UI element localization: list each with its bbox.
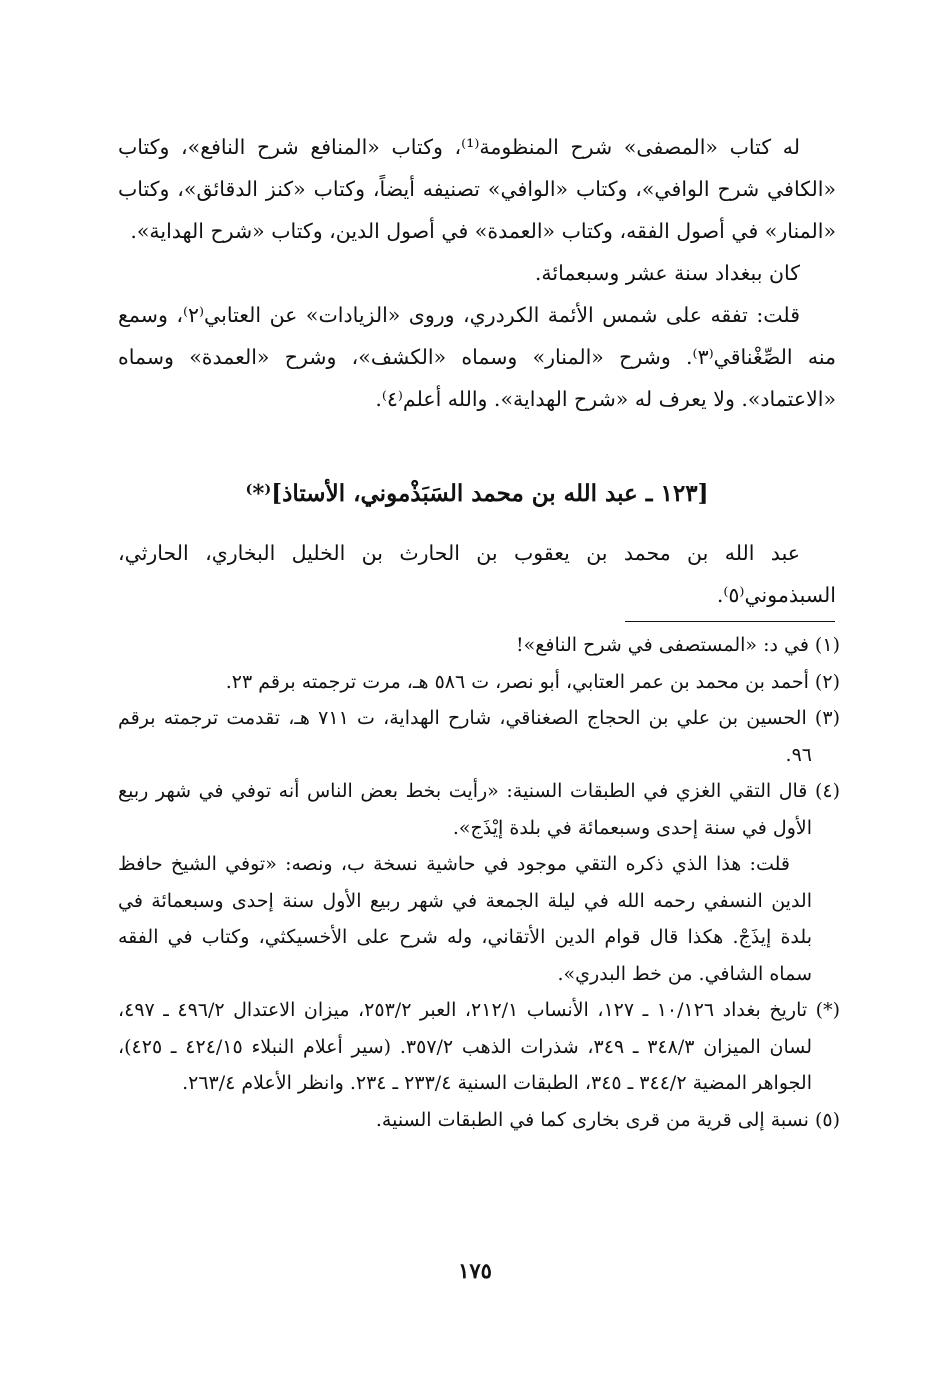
main-text (118, 126, 836, 420)
footnotes (118, 627, 840, 1138)
footnote-2: (٢) أحمد بن محمد بن عمر العتابي، أبو نصر، ت ٥٨٦ هـ، مرت ترجمته برقم ٢٣. (225, 670, 840, 693)
footnote-5: (٥) نسبة إلى قرية من قرى بخارى كما في الطبقات السنية. (375, 1108, 840, 1131)
entry-bio: عبد الله بن محمد بن يعقوب بن الحارث بن الخليل البخاري، الحارثي، السبذموني⁽٥⁾. (118, 541, 836, 607)
paragraph-note: قلت: تفقه على شمس الأئمة الكردري، وروى «الزيادات» عن العتابي⁽٢⁾، وسمع منه الصِّغْناقي⁽٣⁾. وشرح «المنار» وسماه «الكشف»، وشرح «العمدة» وسماه «الاعتماد». ولا يعرف له «شرح الهداية». والله أعلم⁽٤⁾. (118, 303, 836, 411)
footnote-1: (١) في د: «المستصفى في شرح النافع»! (516, 634, 840, 656)
footnote-separator (625, 621, 835, 622)
footnote-3: (٣) الحسين بن علي بن الحجاج الصغناقي، شارح الهداية، ت ٧١١ هـ، تقدمت ترجمته برقم ٩٦. (118, 707, 840, 766)
entry-bio-block (118, 532, 836, 616)
paragraph-location: كان ببغداد سنة عشر وسبعمائة. (534, 261, 800, 285)
footnote-4: (٤) قال التقي الغزي في الطبقات السنية: «رأيت بخط بعض الناس أنه توفي في شهر ربيع الأول في سنة إحدى وسبعمائة في بلدة إيْذَج». (118, 780, 840, 839)
paragraph-works: له كتاب «المصفى» شرح المنظومة⁽¹⁾، وكتاب «المنافع شرح النافع»، وكتاب «الكافي شرح الوافي»، وكتاب «الوافي» تصنيفه أيضاً، وكتاب «كنز الدقائق»، وكتاب «المنار» في أصول الفقه، وكتاب «العمدة» في أصول الدين، وكتاب «شرح الهداية». (118, 135, 836, 243)
footnote-star: (*) تاريخ بغداد ١٠/١٢٦ ـ ١٢٧، الأنساب ٢١٢/١، العبر ٢٥٣/٢، ميزان الاعتدال ٤٩٦/٢ ـ ٤٩٧، لسان الميزان ٣٤٨/٣ ـ ٣٤٩، شذرات الذهب ٣٥٧/٢. (سير أعلام النبلاء ٤٢٤/١٥ ـ ٤٢٥)، الجواهر المضية ٣٤٤/٢ ـ ٣٤٥، الطبقات السنية ٢٣٣/٤ ـ ٢٣٤. وانظر الأعلام ٢٦٣/٤. (118, 999, 840, 1094)
entry-heading: [١٢٣ ـ عبد الله بن محمد السَبَذْموني، الأستاذ]⁽*⁾ (245, 480, 709, 507)
footnote-4-continuation: قلت: هذا الذي ذكره التقي موجود في حاشية نسخة ب، ونصه: «توفي الشيخ حافظ الدين النسفي رحمه الله في ليلة الجمعة في شهر ربيع الأول سنة إحدى وسبعمائة في بلدة إيذَجْ. هكذا قال قوام الدين الأتقاني، وله شرح على الأخسيكثي، وكتاب في الفقه سماه الشافي. من خط البدري». (118, 853, 812, 985)
page-number: ١٧٥ (458, 1258, 492, 1283)
